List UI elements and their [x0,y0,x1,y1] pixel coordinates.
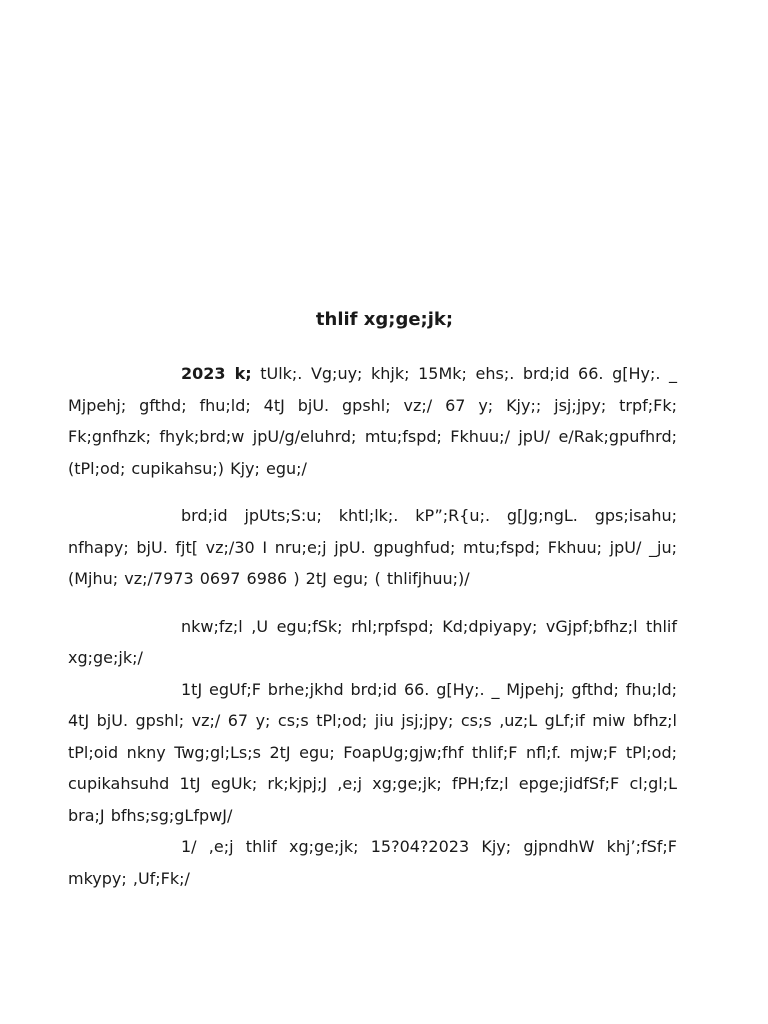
date-lead: 2023 k; [181,364,252,383]
document-title: thlif xg;ge;jk; [315,309,454,330]
paragraph-text: 1/ ,e;j thlif xg;ge;jk; 15?04?2023 Kjy; gjpndhW khj’;fSf;F mkypy; ,Uf;Fk;/ [68,837,677,888]
paragraph-text: nkw;fz;l ,U egu;fSk; rhl;rpfspd; Kd;dpiyapy; vGjpf;bfhz;l thlif xg;ge;jk;/ [68,616,677,667]
paragraph-text: brd;id jpUts;S:u; khtl;lk;. kP”;R{u;. g[Jg;ngL. gps;isahu; nfhapy; bjU. fjt[ vz;/30 I nru;e;j jpU. gpughfud; mtu;fspd; Fkhuu; jpU/ _ju; (Mjhu; vz;/7973 0697 6986 ) 2tJ egu; ( thlifjhuu;)/ [68,506,677,588]
paragraph-agreement-terms [68,674,677,832]
paragraph-text: 1tJ egUf;F brhe;jkhd brd;id 66. g[Hy;. _ Mjpehj; gfthd; fhu;ld; 4tJ bjU. gpshl; vz;/ 67 y; cs;s tPl;od; jiu jsj;jpy; cs;s ,uz;L gLf;if miw bfhz;l tPl;oid nkny Twg;gl;Ls;s 2tJ egu; FoapUg;gjw;fhf thlif;F nfl;f. mjw;F tPl;od; cupikahsuhd 1tJ egUk; rk;kjpj;J ,e;j xg;ge;jk; fPH;fz;l epge;jidfSf;F cl;gl;L bra;J bfhs;sg;gLfpwJ/ [68,679,677,825]
paragraph-parties-second [68,500,677,595]
paragraph-witness-statement [68,611,677,674]
paragraph-text: tUlk;. Vg;uy; khjk; 15Mk; ehs;. brd;id 66. g[Hy;. _ Mjpehj; gfthd; fhu;ld; 4tJ bjU. gpshl; vz;/ 67 y; Kjy;; jsj;jpy; trpf;Fk; Fk;gnfhzk; fhyk;brd;w jpU/g/eluhrd; mtu;fspd; Fkhuu;/ jpU/ e/Rak;gpufhrd; (tPl;od; cupikahsu;) Kjy; egu;/ [68,364,678,478]
paragraph-parties-first [68,358,677,484]
document-page [68,300,677,894]
paragraph-clause-1 [68,831,677,894]
